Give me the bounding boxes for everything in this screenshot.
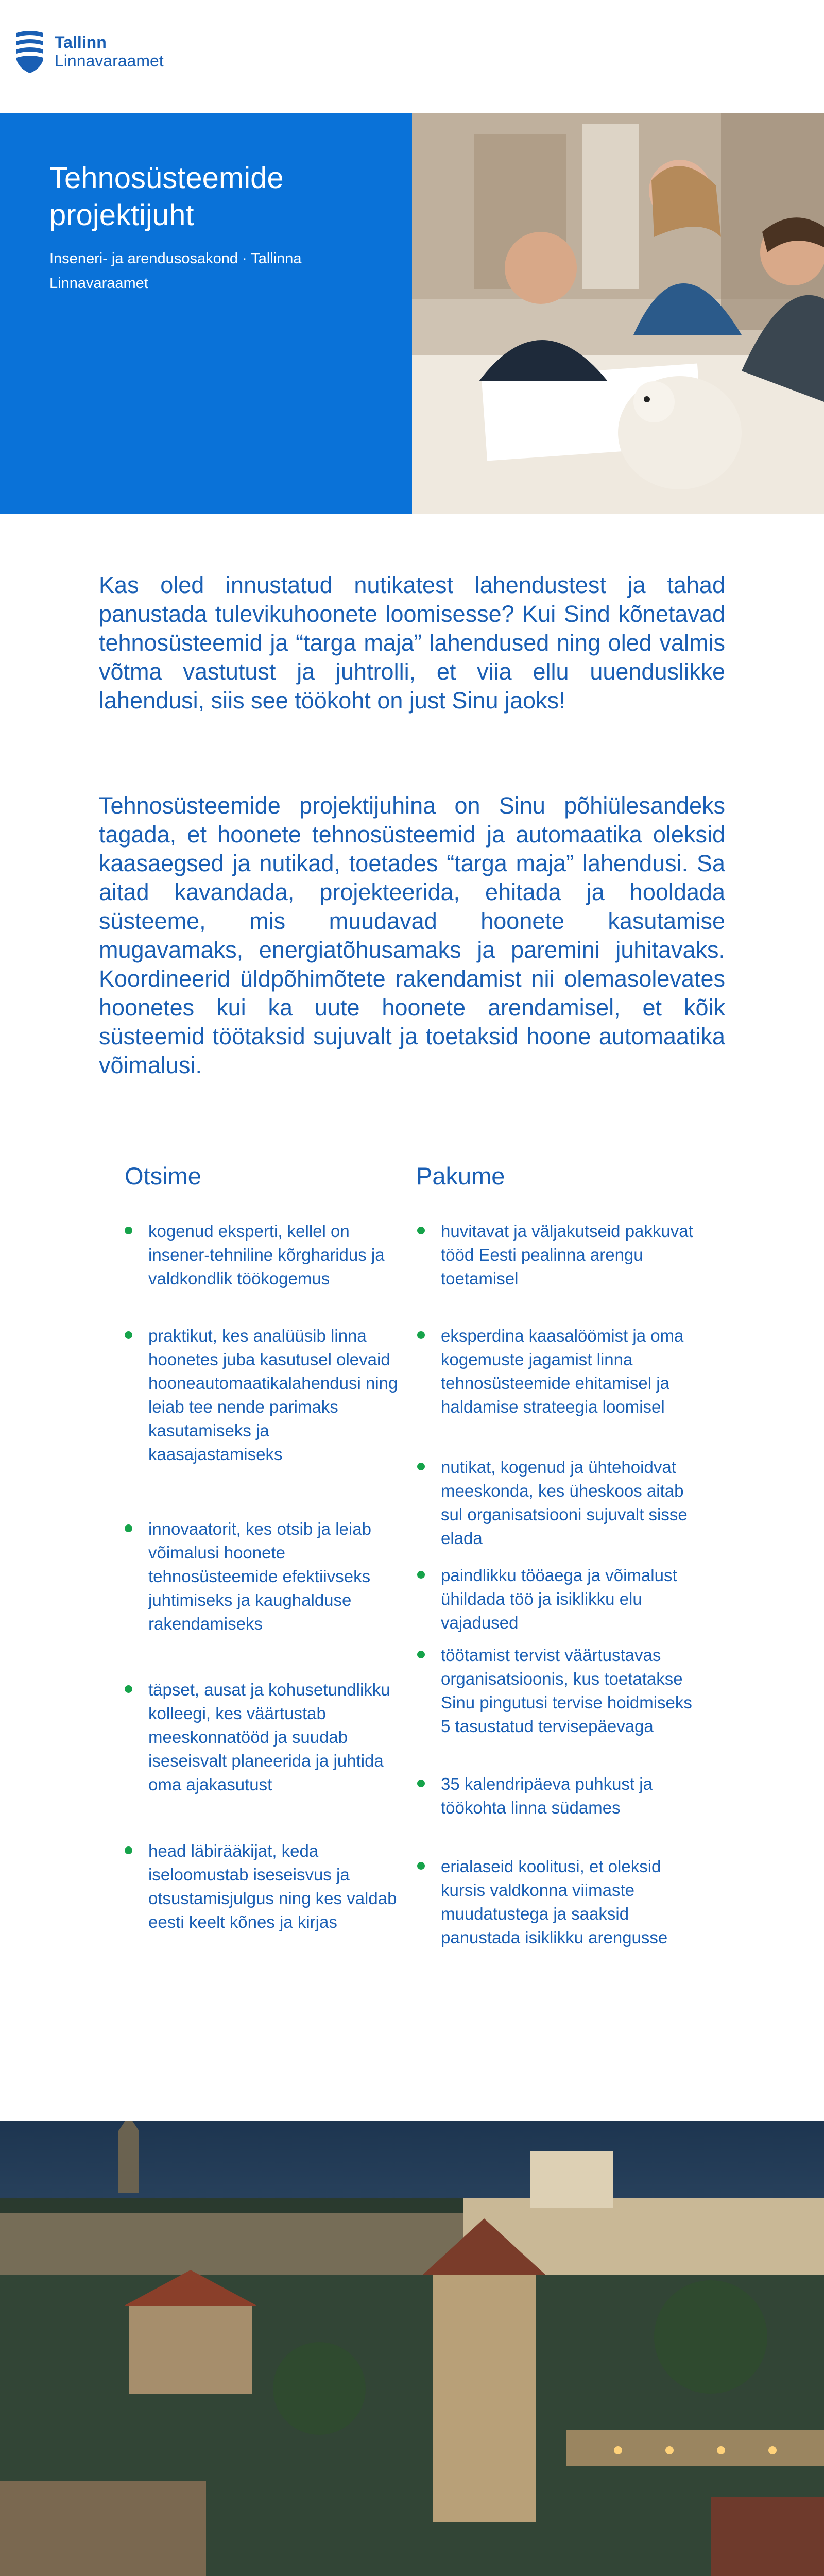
logo-line2: Linnavaraamet	[55, 52, 164, 70]
list-item: huvitavat ja väljakutseid pakkuvat tööd Eesti pealinna arengu toetamisel	[417, 1219, 706, 1291]
otsime-list	[125, 1162, 403, 2038]
list-item: 35 kalendripäeva puhkust ja töökohta linna südames	[417, 1772, 706, 1820]
otsime-heading: Otsime	[125, 1162, 201, 1190]
list-item: kogenud eksperti, kellel on insener-tehniline kõrgharidus ja valdkondlik töökogemus	[125, 1219, 403, 1291]
list-item: innovaatorit, kes otsib ja leiab võimalusi hoonete tehnosüsteemide efektiivseks juhtimiseks ja kaughalduse rakendamiseks	[125, 1517, 403, 1636]
list-item: praktikut, kes analüüsib linna hoonetes juba kasutusel olevaid hooneautomaatikalahendusi ning leiab tee nende parimaks kasutamiseks ja kaasajastamiseks	[125, 1324, 403, 1466]
list-item: täpset, ausat ja kohusetundlikku kolleegi, kes väärtustab meeskonnatööd ja suudab iseseisvalt planeerida ja juhtida oma ajakasutust	[125, 1678, 403, 1797]
pakume-list	[417, 1162, 706, 2038]
list-item: erialaseid koolitusi, et oleksid kursis valdkonna viimaste muudatustega ja saaksid panustada isiklikku arengusse	[417, 1855, 706, 1950]
intro-paragraph-1: Kas oled innustatud nutikatest lahendustest ja tahad panustada tulevikuhoonete loomisesse? Kui Sind kõnetavad tehnosüsteemid ja “targa maja” lahendused ning oled valmis võtma vastutust ja juhtrolli, et viia ellu uuenduslikke lahendusi, siis see töökoht on just Sinu jaoks!	[99, 572, 725, 714]
page-title: Tehnosüsteemide projektijuht	[49, 161, 284, 232]
hero-subtitle: Inseneri- ja arendusosakond · Tallinna Linnavaraamet	[49, 250, 302, 292]
list-item: töötamist tervist väärtustavas organisatsioonis, kus toetatakse Sinu pingutusi tervise hoidmiseks 5 tasustatud tervisepäevaga	[417, 1643, 706, 1738]
logo-line1: Tallinn	[55, 33, 107, 52]
header-logo[interactable]	[14, 30, 164, 73]
list-item: nutikat, kogenud ja ühtehoidvat meeskonda, kes üheskoos aitab sul organisatsiooni sujuvalt sisse elada	[417, 1455, 706, 1550]
list-item: eksperdina kaasalöömist ja oma kogemuste jagamist linna tehnosüsteemide ehitamisel ja haldamise strateegia loomisel	[417, 1324, 706, 1419]
tallinn-old-town-photo	[0, 2121, 824, 2576]
pakume-heading: Pakume	[416, 1162, 505, 1190]
intro-paragraph-2: Tehnosüsteemide projektijuhina on Sinu põhiülesandeks tagada, et hoonete tehnosüsteemid ja automaatika oleksid kaasaegsed ja nutikad, toetades “targa maja” lahendusi. Sa aitad kavandada, projekteerida, ehitada ja hooldada süsteeme, mis muudavad hoonete kasutamise mugavamaks, energiatõhusamaks ja paremini juhitavaks. Koordineerid üldpõhimõtete rakendamist nii olemasolevates hoonetes kui ka uute hoonete arendamisel, et kõik süsteemid töötaksid sujuvalt ja toetaksid hoone automaatika võimalusi.	[99, 792, 725, 1078]
hero-photo	[412, 113, 824, 514]
list-item: head läbirääkijat, keda iseloomustab iseseisvus ja otsustamisjulgus ning kes valdab eesti keelt kõnes ja kirjas	[125, 1839, 403, 1934]
logo-text	[55, 33, 164, 70]
tallinn-crest-icon	[14, 30, 45, 73]
list-item: paindlikku tööaega ja võimalust ühildada töö ja isiklikku elu vajadused	[417, 1564, 706, 1635]
